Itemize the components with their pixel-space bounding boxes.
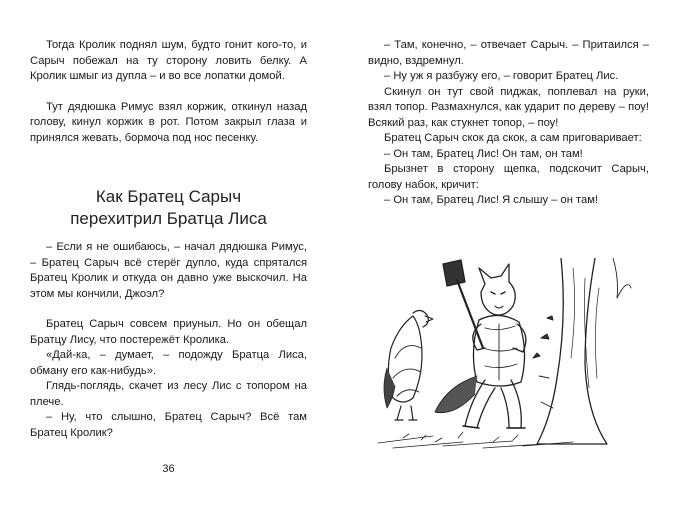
page-number: 36 bbox=[162, 463, 175, 475]
paragraph: Глядь-поглядь, скачет из лесу Лис с топором на плече. bbox=[30, 380, 307, 408]
wood-chips bbox=[533, 316, 553, 358]
paragraph: – Ну, что слышно, Братец Сарыч? Всё там Братец Кролик? bbox=[30, 411, 307, 439]
paragraph: – Ну уж я разбужу его, – говорит Братец Лис. bbox=[384, 70, 619, 82]
paragraph: Братец Сарыч совсем приуныл. Но он обещал Братцу Лису, что постережёт Кролика. bbox=[30, 318, 307, 346]
chapter-title-line-2: перехитрил Братца Лиса bbox=[70, 209, 267, 228]
buzzard-figure bbox=[384, 310, 433, 420]
paragraph: Скинул он тут свой пиджак, поплевал на руки, взял топор. Размахнулся, как ударит по дереву – поу! Всякий раз, как стукнет топор, – поу! bbox=[368, 85, 649, 129]
paragraph: – Он там, Братец Лис! Я слышу – он там! bbox=[384, 194, 599, 206]
paragraph: Брызнет в сторону щепка, подскочит Сарыч, голову набок, кричит: bbox=[368, 163, 649, 191]
paragraph: Братец Сарыч скок да скок, а сам приговаривает: bbox=[384, 132, 642, 144]
paragraph: – Он там, Братец Лис! Он там, он там! bbox=[384, 147, 583, 160]
right-column-text bbox=[368, 38, 649, 209]
fox-figure bbox=[435, 260, 526, 428]
fox-with-axe-illustration bbox=[373, 258, 633, 453]
paragraph: – Если я не ошибаюсь, – начал дядюшка Римус, – Братец Сарыч всё стерёг дупло, куда спрятался Братец Кролик и откуда он давно уже выскочил. На этом мы кончили, Джоэл? bbox=[30, 241, 307, 300]
ground-hatching bbox=[378, 432, 573, 448]
paragraph: Тогда Кролик поднял шум, будто гонит кого-то, и Сарыч побежал на ту сторону ловить белку. А Кролик шмыг из дупла – и во все лопатки домой. bbox=[30, 39, 307, 82]
paragraph: «Дай-ка, – думает, – подожду Братца Лиса, обману его как-нибудь». bbox=[30, 349, 307, 377]
paragraph: – Там, конечно, – отвечает Сарыч. – Притаился – видно, вздремнул. bbox=[368, 39, 649, 67]
chapter-title bbox=[30, 186, 307, 230]
chapter-title-line-1: Как Братец Сарыч bbox=[95, 187, 242, 206]
paragraph: Тут дядюшка Римус взял коржик, откинул назад голову, кинул коржик в рот. Потом закрыл глаза и принялся жевать, бормоча под нос песенку. bbox=[30, 100, 307, 144]
left-column-top bbox=[30, 38, 307, 146]
tree-trunk bbox=[537, 258, 631, 444]
left-column-bottom bbox=[30, 240, 307, 441]
